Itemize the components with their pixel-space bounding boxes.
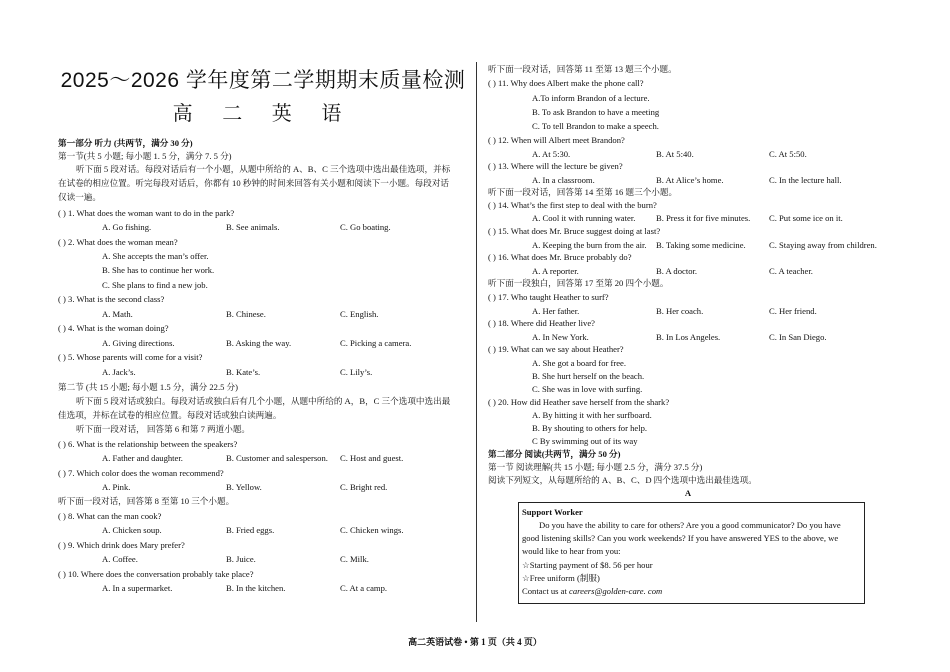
ad-body-line3: would like to hear from you:: [522, 546, 621, 556]
question-15: ( ) 15. What does Mr. Bruce suggest doing at last?: [488, 226, 661, 236]
answer-blank[interactable]: ( ): [58, 237, 66, 247]
option-a: A. In a supermarket.: [102, 583, 173, 593]
answer-blank[interactable]: ( ): [58, 323, 66, 333]
answer-blank[interactable]: ( ): [488, 135, 496, 145]
option-c: C. English.: [340, 309, 379, 319]
option-a: A. She accepts the man’s offer.: [102, 251, 209, 261]
option-a: A. Keeping the burn from the air.: [532, 240, 647, 250]
answer-blank[interactable]: ( ): [488, 161, 496, 171]
column-divider: [476, 62, 477, 622]
option-b: B. In the kitchen.: [226, 583, 286, 593]
option-b: B. Yellow.: [226, 482, 262, 492]
ad-body-line2: good listening skills? Can you work weekends? If you have answered YES to the above, we: [522, 533, 839, 543]
ad-title: Support Worker: [522, 507, 583, 517]
question-7: ( ) 7. Which color does the woman recommend?: [58, 468, 224, 478]
answer-blank[interactable]: ( ): [488, 292, 496, 302]
option-c: C. Put some ice on it.: [769, 213, 843, 223]
answer-blank[interactable]: ( ): [58, 352, 66, 362]
sec2-heading: 第二节 (共 15 小题; 每小题 1.5 分，满分 22.5 分): [58, 382, 238, 392]
option-a: A. Jack’s.: [102, 367, 136, 377]
answer-blank[interactable]: ( ): [488, 200, 496, 210]
q14-16-intro: 听下面一段对话，回答第 14 至第 16 题三个小题。: [488, 187, 678, 197]
option-b: B. Juice.: [226, 554, 256, 564]
option-b: B. To ask Brandon to have a meeting: [532, 107, 660, 117]
option-a: A.To inform Brandon of a lecture.: [532, 93, 650, 103]
option-c: C. Her friend.: [769, 306, 817, 316]
question-6: ( ) 6. What is the relationship between the speakers?: [58, 439, 238, 449]
answer-blank[interactable]: ( ): [58, 468, 66, 478]
exam-title: 2025～2026 学年度第二学期期末质量检测: [60, 69, 466, 92]
exam-subject: 高 二 英 语: [172, 103, 354, 125]
ad-body-line1: Do you have the ability to care for others? Are you a good communicator? Do you have: [539, 520, 841, 530]
answer-blank[interactable]: ( ): [58, 540, 66, 550]
option-a: A. A reporter.: [532, 266, 579, 276]
option-b: B. At 5:40.: [656, 149, 694, 159]
answer-blank[interactable]: ( ): [488, 78, 496, 88]
question-4: ( ) 4. What is the woman doing?: [58, 323, 169, 333]
option-a: A. In New York.: [532, 332, 589, 342]
option-a: A. In a classroom.: [532, 175, 595, 185]
question-16: ( ) 16. What does Mr. Bruce probably do?: [488, 252, 632, 262]
option-b: B. Press it for five minutes.: [656, 213, 751, 223]
option-b: B. Her coach.: [656, 306, 704, 316]
answer-blank[interactable]: ( ): [58, 294, 66, 304]
option-a: A. Math.: [102, 309, 133, 319]
option-b: B. In Los Angeles.: [656, 332, 721, 342]
ad-contact: Contact us at careers@golden-care. com: [522, 586, 663, 596]
option-c: C. Lily’s.: [340, 367, 373, 377]
answer-blank[interactable]: ( ): [488, 252, 496, 262]
option-c: C. At a camp.: [340, 583, 388, 593]
sec2-instruction-line2: 佳选项，并标在试卷的相应位置。每段对话或独白读两遍。: [58, 410, 282, 420]
option-b: B. Fried eggs.: [226, 525, 275, 535]
passage-letter: A: [684, 488, 692, 498]
question-13: ( ) 13. Where will the lecture be given?: [488, 161, 623, 171]
option-b: B. A doctor.: [656, 266, 698, 276]
option-c: C. She was in love with surfing.: [532, 384, 643, 394]
option-a: A. Cool it with running water.: [532, 213, 636, 223]
option-b: B. Kate’s.: [226, 367, 261, 377]
option-b: B. By shouting to others for help.: [532, 423, 648, 433]
page-footer: 高二英语试卷 • 第 1 页（共 4 页）: [408, 637, 542, 647]
option-b: B. See animals.: [226, 222, 280, 232]
option-a: A. She got a board for free.: [532, 358, 627, 368]
q11-13-intro: 听下面一段对话，回答第 11 至第 13 题三个小题。: [488, 64, 677, 74]
question-11: ( ) 11. Why does Albert make the phone call?: [488, 78, 644, 88]
q17-20-intro: 听下面一段独白，回答第 17 至第 20 四个小题。: [488, 278, 669, 288]
option-c: C. In San Diego.: [769, 332, 827, 342]
sec1-instruction-line1: 听下面 5 段对话。每段对话后有一个小题，从题中所给的 A、B、C 三个选项中选出最佳选项，并标: [76, 164, 451, 174]
answer-blank[interactable]: ( ): [58, 511, 66, 521]
question-14: ( ) 14. What’s the first step to deal with the burn?: [488, 200, 657, 210]
option-c: C. To tell Brandon to make a speech.: [532, 121, 659, 131]
option-a: A. By hitting it with her surfboard.: [532, 410, 652, 420]
answer-blank[interactable]: ( ): [488, 344, 496, 354]
answer-blank[interactable]: ( ): [58, 208, 66, 218]
question-19: ( ) 19. What can we say about Heather?: [488, 344, 624, 354]
option-b: B. Taking some medicine.: [656, 240, 746, 250]
question-17: ( ) 17. Who taught Heather to surf?: [488, 292, 609, 302]
option-a: A. Chicken soup.: [102, 525, 162, 535]
option-a: A. Pink.: [102, 482, 131, 492]
option-b: B. She hurt herself on the beach.: [532, 371, 645, 381]
ad-item-uniform: ☆Free uniform (制服): [522, 573, 600, 583]
option-c: C. Host and guest.: [340, 453, 404, 463]
option-b: B. Customer and salesperson.: [226, 453, 328, 463]
q8-10-intro: 听下面一段对话，回答第 8 至第 10 三个小题。: [58, 496, 235, 506]
option-c: C By swimming out of its way: [532, 436, 638, 446]
option-a: A. Coffee.: [102, 554, 138, 564]
question-12: ( ) 12. When will Albert meet Brandon?: [488, 135, 625, 145]
option-c: C. At 5:50.: [769, 149, 807, 159]
sec1-instruction-line3: 仅读一遍。: [58, 192, 101, 202]
option-b: B. She has to continue her work.: [102, 265, 215, 275]
question-9: ( ) 9. Which drink does Mary prefer?: [58, 540, 185, 550]
option-b: B. Chinese.: [226, 309, 266, 319]
option-a: A. Giving directions.: [102, 338, 175, 348]
option-b: B. At Alice’s home.: [656, 175, 724, 185]
question-18: ( ) 18. Where did Heather live?: [488, 318, 595, 328]
option-a: A. At 5:30.: [532, 149, 571, 159]
ad-item-payment: ☆Starting payment of $8. 56 per hour: [522, 560, 653, 570]
option-c: C. Milk.: [340, 554, 369, 564]
option-c: C. In the lecture hall.: [769, 175, 842, 185]
answer-blank[interactable]: ( ): [488, 226, 496, 236]
question-8: ( ) 8. What can the man cook?: [58, 511, 162, 521]
part2-heading: 第二部分 阅读(共两节，满分 50 分): [488, 449, 621, 459]
answer-blank[interactable]: ( ): [488, 397, 496, 407]
option-c: C. Chicken wings.: [340, 525, 404, 535]
question-10: ( ) 10. Where does the conversation probably take place?: [58, 569, 254, 579]
q6-7-intro: 听下面一段对话， 回答第 6 和第 7 两道小题。: [76, 424, 251, 434]
option-b: B. Asking the way.: [226, 338, 292, 348]
part1-heading: 第一部分 听力 (共两节，满分 30 分): [58, 138, 193, 148]
question-3: ( ) 3. What is the second class?: [58, 294, 165, 304]
question-20: ( ) 20. How did Heather save herself from the shark?: [488, 397, 670, 407]
option-c: C. Go boating.: [340, 222, 391, 232]
part2-instruction: 阅读下列短文，从每题所给的 A、B、C、D 四个选项中选出最佳选项。: [488, 475, 757, 485]
job-ad-box: [518, 502, 865, 604]
option-c: C. Bright red.: [340, 482, 388, 492]
option-c: C. Picking a camera.: [340, 338, 412, 348]
option-c: C. A teacher.: [769, 266, 813, 276]
option-c: C. Staying away from children.: [769, 240, 877, 250]
ad-contact-email[interactable]: careers@golden-care. com: [569, 586, 663, 596]
answer-blank[interactable]: ( ): [58, 439, 66, 449]
answer-blank[interactable]: ( ): [58, 569, 66, 579]
option-c: C. She plans to find a new job.: [102, 280, 208, 290]
sec1-instruction-line2: 在试卷的相应位置。听完每段对话后，你都有 10 秒钟的时间来回答有关小题和阅读下一小题。每段对话: [58, 178, 450, 188]
option-a: A. Father and daughter.: [102, 453, 183, 463]
option-a: A. Go fishing.: [102, 222, 152, 232]
option-a: A. Her father.: [532, 306, 580, 316]
sec2-instruction-line1: 听下面 5 段对话或独白。每段对话或独白后有几个小题，从题中所给的 A，B，C 三个选项中选出最: [76, 396, 451, 406]
question-2: ( ) 2. What does the woman mean?: [58, 237, 178, 247]
part2-sec1-heading: 第一节 阅读理解(共 15 小题; 每小题 2.5 分，满分 37.5 分): [488, 462, 703, 472]
sec1-heading: 第一节(共 5 小题; 每小题 1. 5 分，满分 7. 5 分): [58, 151, 232, 161]
answer-blank[interactable]: ( ): [488, 318, 496, 328]
question-1: ( ) 1. What does the woman want to do in the park?: [58, 208, 235, 218]
question-5: ( ) 5. Whose parents will come for a visit?: [58, 352, 203, 362]
